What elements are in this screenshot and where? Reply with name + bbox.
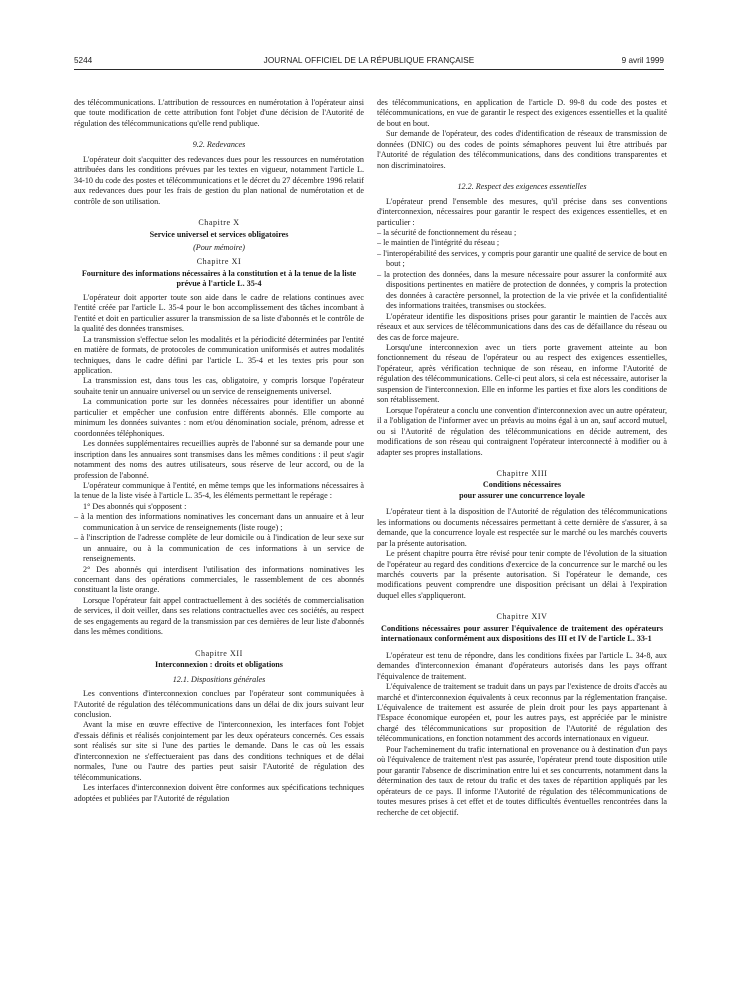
paragraph: La transmission est, dans tous les cas, obligatoire, y compris lorsque l'opérateur souhaite tenir un annuaire universel ou un service de renseignements universel.	[74, 376, 364, 396]
chapter-label: Chapitre XII	[195, 648, 243, 658]
chapter-label: Chapitre XIII	[496, 468, 548, 478]
right-column	[377, 98, 667, 978]
paragraph: Lorsque l'opérateur fait appel contractuellement à des sociétés de commercialisation de services, il doit veiller, dans ses relations contractuelles avec ces sociétés, au respect de ses engagements au regard de la transmission par ces dernières de leur liste d'abonnés dans les mêmes conditions.	[74, 595, 364, 637]
paragraph: L'opérateur communique à l'entité, en même temps que les informations nécessaires à la tenue de la liste visée à l'article L. 35-4, les éléments permettant le repérage :	[74, 480, 364, 501]
chapter-note: (Pour mémoire)	[193, 242, 245, 252]
paragraph: La communication porte sur les données nécessaires pour identifier un abonné particulier et empêcher une confusion entre différents abonnés. Elle comporte au minimum les données suivantes : nom et/ou dénomination sociale, prénom, adresse et coordonnées téléphoniques.	[74, 397, 364, 438]
paragraph: des télécommunications, en application de l'article D. 99-8 du code des postes et télécommunications, en vue de garantir le respect des exigences essentielles et la qualité de bout en bout.	[377, 98, 667, 128]
list-item: – à l'inscription de l'adresse complète de leur domicile ou à l'indication de leur sexe sur un annuaire, ou à la communication de ces informations à un service de renseignements.	[74, 533, 364, 564]
page-number: 5244	[74, 56, 93, 65]
paragraph: L'équivalence de traitement se traduit dans un pays par l'existence de droits d'accès au marché et d'interconnexion équivalents à ceux reconnus par la réglementation française. L'équivalence de traitement est assurée de plein droit pour les pays appartenant à l'Espace économique européen et, pour les autres pays, est appréciée par le ministre chargé des télécommunications sur proposition de l'Autorité de régulation des télécommunications, en fonction notamment des accords internationaux en vigueur.	[377, 682, 667, 744]
paragraph: Avant la mise en œuvre effective de l'interconnexion, les interfaces font l'objet d'essais définis et réalisés conjointement par les deux opérateurs concernés. Ces essais sont réalisés sur site si l'une des parties le demande. Dans le cas où les essais d'interconnexion ne s'effectueraient pas dans des conditions techniques et de délai normales, l'une ou l'autre des parties peut saisir l'Autorité de régulation des télécommunications.	[74, 720, 364, 782]
list-item: – la sécurité de fonctionnement du réseau ;	[377, 227, 517, 237]
paragraph: des télécommunications. L'attribution de ressources en numérotation à l'opérateur ainsi que toute modification de cette attribution font l'objet d'une décision de l'Autorité de régulation des télécommunications qu'elle rend publique.	[74, 98, 364, 128]
page-header	[74, 56, 664, 70]
paragraph: Lorsqu'une interconnexion avec un tiers porte gravement atteinte au bon fonctionnement du réseau de l'opérateur ou au respect des exigences essentielles, l'opérateur, après vérification technique de son réseau, en informe l'Autorité de régulation des télécommunications. Celle-ci peut alors, si cela est nécessaire, autoriser la suspension de l'interconnexion. Elle en informe les parties et fixe alors les conditions de son rétablissement.	[377, 342, 667, 405]
paragraph: Sur demande de l'opérateur, des codes d'identification de réseaux de transmission de données (DNIC) ou des codes de points sémaphores peuvent lui être attribués par l'Autorité de régulation des télécommunications, dans des conditions transparentes et non discriminatoires.	[377, 129, 667, 170]
chapter-label: Chapitre X	[198, 218, 240, 228]
issue-date: 9 avril 1999	[621, 56, 664, 65]
paragraph: 1° Des abonnés qui s'opposent :	[83, 501, 187, 511]
paragraph: Les conventions d'interconnexion conclues par l'opérateur sont communiquées à l'Autorité de régulation des télécommunications dans un délai de dix jours suivant leur conclusion.	[74, 689, 364, 720]
chapter-title: Service universel et services obligatoires	[149, 229, 289, 239]
section-heading: 9.2. Redevances	[192, 140, 246, 150]
list-item: – l'interopérabilité des services, y compris pour garantir une qualité de service de bout en bout ;	[377, 248, 667, 269]
chapter-label: Chapitre XI	[196, 257, 242, 267]
chapter-title-cont: pour assurer une concurrence loyale	[459, 490, 585, 500]
paragraph: L'opérateur prend l'ensemble des mesures, qu'il précise dans ses conventions d'interconnexion, nécessaires pour garantir le respect des exigences essentielles, et en particulier :	[377, 196, 667, 227]
paragraph: L'opérateur doit s'acquitter des redevances dues pour les ressources en numérotation attribuées dans les conditions prévues par les textes en vigueur, notamment l'article L. 34-10 du code des postes et télécommunications et le décret du 27 décembre 1996 relatif aux redevances dues pour les frais de gestion du plan national de numérotation et de contrôle de son utilisation.	[74, 154, 364, 206]
chapter-label: Chapitre XIV	[496, 612, 548, 622]
paragraph: L'opérateur doit apporter toute son aide dans le cadre de relations continues avec l'entité créée par l'article L. 35-4 pour le bon accomplissement des tâches incombant à l'entité et doit en particulier assurer la transmission de sa liste d'abonnés et le contrôle de la qualité des données transmises.	[74, 292, 364, 334]
paragraph: L'opérateur tient à la disposition de l'Autorité de régulation des télécommunications les informations ou documents nécessaires permettant à cette dernière de s'assurer, à sa demande, que la concurrence loyale est respectée sur le marché ou les marchés couverts par la présente autorisation.	[377, 507, 667, 548]
chapter-title: Fourniture des informations nécessaires à la constitution et à la tenue de la liste prévue à l'article L. 35-4	[81, 268, 357, 289]
paragraph: Les interfaces d'interconnexion doivent être conformes aux spécifications techniques adoptées et publiées par l'Autorité de régulation	[74, 783, 364, 803]
paragraph: L'opérateur identifie les dispositions prises pour garantir le maintien de l'accès aux réseaux et aux services de télécommunications dans des cas de défaillance du réseau ou des cas de force majeure.	[377, 311, 667, 342]
list-item: – la protection des données, dans la mesure nécessaire pour assurer la conformité aux dispositions pertinentes en matière de protection de données, y compris la protection des données à caractère personnel, la protection de la vie privée et la confidentialité des informations traitées, transmises ou stockées.	[377, 269, 667, 311]
chapter-title: Conditions nécessaires pour assurer l'équivalence de traitement des opérateurs internationaux conformément aux dispositions des III et IV de l'article L. 33-1	[381, 623, 663, 644]
chapter-title: Conditions nécessaires	[482, 480, 562, 490]
paragraph: 2° Des abonnés qui interdisent l'utilisation des informations nominatives les concernant dans des opérations commerciales, le rassemblement de ces abonnés constituant la liste orange.	[74, 564, 364, 595]
paragraph: Les données supplémentaires recueillies auprès de l'abonné sur sa demande pour une inscription dans les annuaires sont transmises dans les mêmes conditions : il peut s'agir notamment des noms des autres utilisateurs, sous réserve de leur accord, ou de la profession de l'abonné.	[74, 439, 364, 480]
paragraph: Le présent chapitre pourra être révisé pour tenir compte de l'évolution de la situation de l'opérateur au regard des conditions d'exercice de la concurrence sur le marché ou les marchés couverts par la présente autorisation. Si l'opérateur le demande, ces modifications peuvent comprendre une disposition précisant un délai à l'expiration duquel elles s'appliqueront.	[377, 549, 667, 600]
journal-title: JOURNAL OFFICIEL DE LA RÉPUBLIQUE FRANÇAISE	[263, 56, 475, 65]
paragraph: La transmission s'effectue selon les modalités et la périodicité déterminées par l'entité en matière de formats, de protocoles de communication uniformisés et autres modalités techniques, dans le cadre défini par l'article L. 35-4 et les textes pris pour son application.	[74, 334, 364, 375]
section-heading: 12.2. Respect des exigences essentielles	[457, 182, 587, 192]
paragraph: Pour l'acheminement du trafic international en provenance ou à destination d'un pays où l'équivalence de traitement n'est pas assurée, l'opérateur prend toute disposition utile pour garantir l'absence de discrimination entre lui et ses concurrents, notamment dans la détermination des taux de retour du trafic et des taxes de répartition appliqués par les opérateurs de ce pays. Il informe l'Autorité de régulation des télécommunications de toutes mesures prises à cet effet et de toutes difficultés éventuelles rencontrées dans la recherche de cet objectif.	[377, 744, 667, 817]
list-item: – le maintien de l'intégrité du réseau ;	[377, 238, 500, 248]
left-column	[74, 98, 364, 978]
header-rule	[74, 69, 664, 70]
paragraph: Lorsque l'opérateur a conclu une convention d'interconnexion avec un autre opérateur, il a l'obligation de l'informer avec un préavis au moins égal à un an, sauf accord mutuel, ou si l'Autorité de régulation des télécommunications en décide autrement, des modifications de son réseau qui contraignent l'opérateur interconnecté à modifier ou à adapter ses propres installations.	[377, 405, 667, 457]
paragraph: L'opérateur est tenu de répondre, dans les conditions fixées par l'article L. 34-8, aux demandes d'interconnexion émanant d'opérateurs autorisés dans les pays offrant l'équivalence de traitement.	[377, 650, 667, 681]
chapter-title: Interconnexion : droits et obligations	[155, 660, 283, 670]
section-heading: 12.1. Dispositions générales	[172, 674, 266, 684]
list-item: – à la mention des informations nominatives les concernant dans un annuaire et à leur communication à un service de renseignements (liste rouge) ;	[74, 512, 364, 532]
